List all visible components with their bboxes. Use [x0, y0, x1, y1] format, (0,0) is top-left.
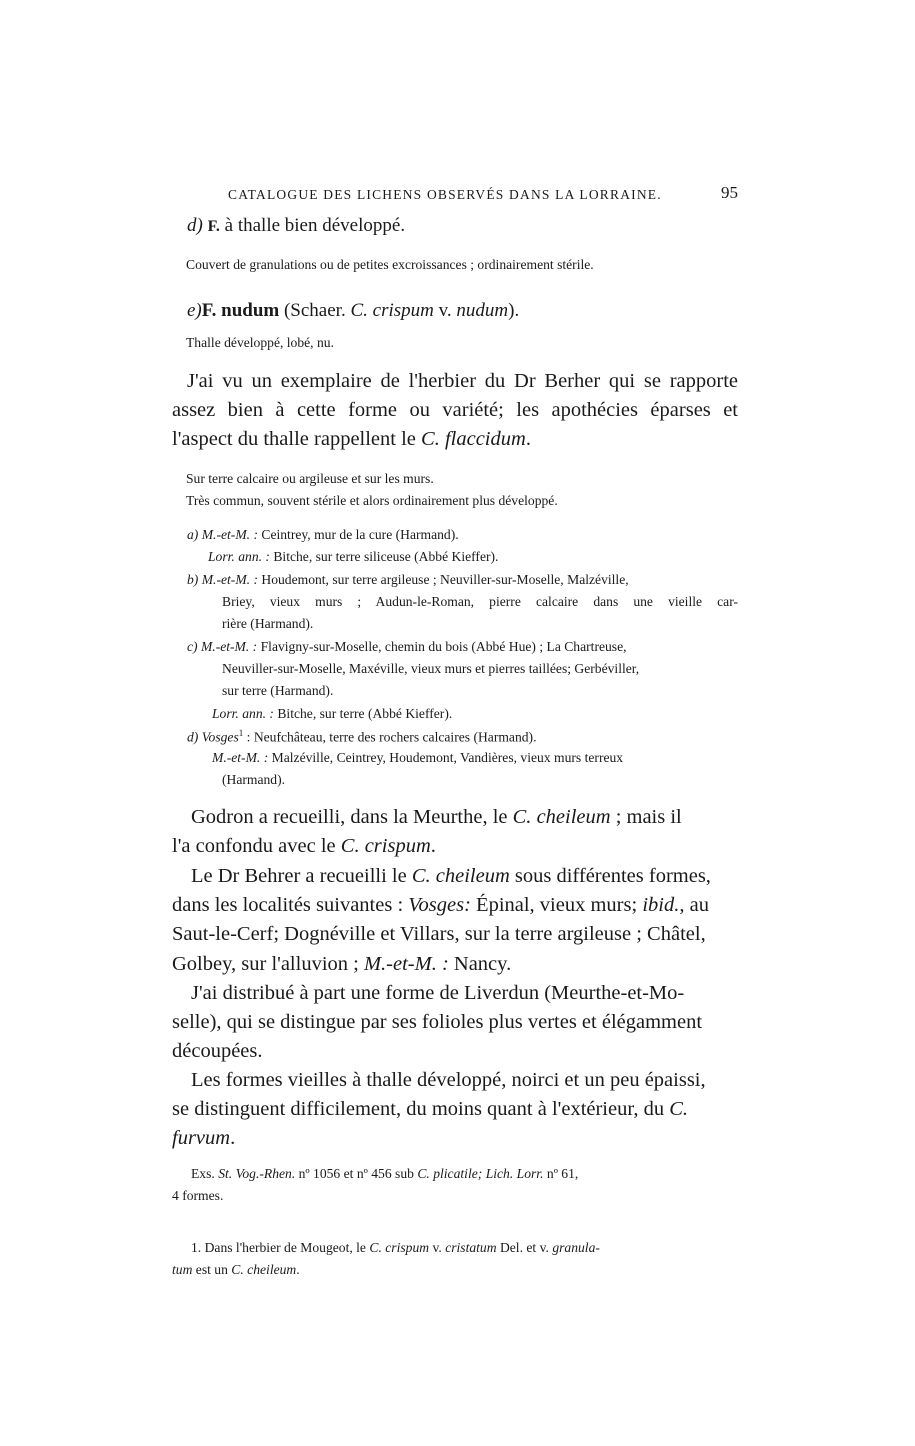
exsiccata-line2: 4 formes. [172, 1188, 224, 1203]
para5-l2-genus: C. [669, 1098, 689, 1120]
locality-d-text: : Neufchâteau, terre des rochers calcaires (Harmand). [243, 729, 537, 745]
locality-d-marker: d) [187, 729, 199, 745]
page-number: 95 [721, 183, 738, 202]
footnote-genus2: C. [231, 1262, 244, 1277]
para3-l1-pre: Le Dr Behrer a recueilli le [191, 865, 407, 887]
section-d-text: à thalle bien développé. [224, 215, 406, 236]
para3-l2-mid: Épinal, vieux murs; [476, 894, 638, 916]
para2-line1 [191, 806, 682, 829]
footnote-tum: tum [172, 1262, 193, 1277]
para4-line2: selle), qui se distingue par ses folioles plus vertes et élégamment [172, 1011, 703, 1033]
footnote-species: crispum [385, 1240, 430, 1255]
para3-line1 [191, 865, 711, 888]
locality-d-region: Vosges [201, 729, 239, 745]
para4-line1: J'ai distribué à part une forme de Liverdun (Meurthe-et-Mo- [191, 982, 685, 1004]
footnote-ref: 1 [238, 728, 244, 738]
para1-line3-text: l'aspect du thalle rappellent le [172, 428, 416, 450]
section-e-close: ). [508, 300, 520, 321]
section-e-marker: e) [187, 300, 202, 321]
locality-c-text3: sur terre (Harmand). [222, 683, 334, 698]
locality-d2-region: M.-et-M. : [212, 750, 269, 765]
para5-l3-species: furvum [172, 1127, 231, 1149]
exsiccata-collection: St. Vog.-Rhen. [218, 1166, 296, 1181]
exsiccata-mid: nº 1056 et nº 456 sub [298, 1166, 414, 1181]
para3-l2-region: Vosges: [408, 894, 471, 916]
exsiccata-pre: Exs. [191, 1166, 215, 1181]
locality-b-text1: Houdemont, sur terre argileuse ; Neuviller-sur-Moselle, Malzéville, [261, 572, 629, 587]
para2-l2-pre: l'a confondu avec le [172, 835, 336, 857]
header-title: CATALOGUE DES LICHENS OBSERVÉS DANS LA LORRAINE. [228, 187, 662, 202]
footnote-end: . [296, 1262, 300, 1277]
section-d-marker: d) [187, 215, 203, 236]
footnote-cristatum: cristatum [445, 1240, 497, 1255]
para1-line2: assez bien à cette forme ou variété; les apothécies éparses et [172, 399, 738, 421]
exsiccata-species: plicatile; [433, 1166, 483, 1181]
locality-b [187, 572, 629, 588]
para1-line3-species: flaccidum [444, 428, 526, 450]
para1-line3 [172, 428, 531, 451]
exsiccata-line1 [191, 1166, 578, 1182]
locality-c2-text: Bitche, sur terre (Abbé Kieffer). [277, 706, 453, 721]
para2-l2-genus: C. [340, 835, 360, 857]
locality-a-region: M.-et-M. : [201, 527, 258, 542]
footnote-line2 [172, 1262, 300, 1278]
habitat-line2: Très commun, souvent stérile et alors ordinairement plus développé. [186, 493, 558, 508]
para2-line2 [172, 835, 436, 858]
footnote-genus: C. [369, 1240, 382, 1255]
locality-b-text3: rière (Harmand). [222, 616, 314, 631]
locality-a-text: Ceintrey, mur de la cure (Harmand). [261, 527, 459, 542]
para5-l2-pre: se distinguent difficilement, du moins quant à l'extérieur, du [172, 1098, 665, 1120]
running-header [228, 183, 738, 207]
para3-l2-pre: dans les localités suivantes : [172, 894, 404, 916]
footnote-species2: cheileum [247, 1262, 297, 1277]
locality-a2-text: Bitche, sur terre siliceuse (Abbé Kieffer). [273, 549, 499, 564]
para2-l1-genus: C. [512, 806, 532, 828]
footnote-author: Del. et v. [499, 1240, 549, 1255]
exsiccata-lich: Lich. Lorr. [485, 1166, 544, 1181]
para3-line2 [172, 894, 709, 917]
locality-a-marker: a) [187, 527, 199, 542]
footnote-pre: 1. Dans l'herbier de Mougeot, le [191, 1240, 366, 1255]
section-d-heading [187, 215, 405, 237]
para5-l3-end: . [230, 1127, 236, 1149]
section-e-description: Thalle développé, lobé, nu. [186, 335, 334, 350]
para2-l1-species: cheileum [536, 806, 611, 828]
para1-line3-end: . [525, 428, 531, 450]
para3-line3: Saut-le-Cerf; Dognéville et Villars, sur la terre argileuse ; Châtel, [172, 923, 706, 945]
locality-c-text2 [222, 661, 639, 677]
para4-line3: découpées. [172, 1040, 263, 1062]
para3-l4-pre: Golbey, sur l'alluvion ; [172, 953, 359, 975]
para3-line4 [172, 953, 511, 976]
para3-l1-post: sous différentes formes, [514, 865, 711, 887]
para1-line1: J'ai vu un exemplaire de l'herbier du Dr Berher qui se rapporte [187, 370, 738, 392]
para3-l4-post: Nancy. [453, 953, 512, 975]
locality-d2-text1: Malzéville, Ceintrey, Houdemont, Vandières, vieux murs terreux [271, 750, 624, 765]
locality-c [187, 639, 627, 655]
locality-a2 [208, 549, 498, 565]
exsiccata-post: nº 61, [546, 1166, 579, 1181]
locality-c-text2a: Neuviller-sur-Moselle, Maxéville, vieux murs et pierres taillées; [222, 661, 572, 676]
locality-a2-region: Lorr. ann. : [208, 549, 270, 564]
section-e-varname: nudum [456, 300, 509, 321]
locality-c-text2b: Gerbéviller, [574, 661, 640, 676]
footnote-mid: est un [195, 1262, 228, 1277]
para2-l1-pre: Godron a recueilli, dans la Meurthe, le [191, 806, 508, 828]
locality-c-text1: Flavigny-sur-Moselle, chemin du bois (Abbé Hue) ; La Chartreuse, [260, 639, 627, 654]
para3-l2-ibid: ibid., [642, 894, 685, 916]
locality-c2-region: Lorr. ann. : [212, 706, 274, 721]
para3-l1-genus: C. [411, 865, 431, 887]
section-d-label: F. [207, 218, 220, 235]
locality-b-text2: Briey, vieux murs ; Audun-le-Roman, pierre calcaire dans une vieille car- [222, 594, 738, 609]
para3-l2-post: au [689, 894, 709, 916]
para2-l1-post: ; mais il [615, 806, 682, 828]
footnote-line1 [191, 1240, 600, 1256]
section-e-genus: C. [350, 300, 368, 321]
section-e-species: crispum [372, 300, 434, 321]
locality-c-region: M.-et-M. : [200, 639, 258, 654]
locality-b-marker: b) [187, 572, 199, 587]
locality-a [187, 527, 459, 543]
para1-line3-genus: C. [421, 428, 440, 450]
section-e-label: F. nudum [201, 300, 280, 321]
para2-l2-species: crispum [364, 835, 431, 857]
locality-d [187, 728, 537, 746]
footnote-granula: granula- [552, 1240, 600, 1255]
section-e-author: (Schaer. [283, 300, 346, 321]
footnote-v1: v. [432, 1240, 442, 1255]
locality-d2 [212, 750, 623, 766]
habitat-line1: Sur terre calcaire ou argileuse et sur les murs. [186, 471, 434, 486]
section-d-description: Couvert de granulations ou de petites excroissances ; ordinairement stérile. [186, 257, 594, 272]
locality-c-marker: c) [187, 639, 198, 654]
section-e-heading [187, 300, 519, 322]
para5-line2 [172, 1098, 688, 1121]
exsiccata-genus: C. [417, 1166, 430, 1181]
locality-d2-text2: (Harmand). [222, 772, 286, 787]
locality-c2 [212, 706, 452, 722]
para3-l1-species: cheileum [435, 865, 510, 887]
para5-line1: Les formes vieilles à thalle développé, noirci et un peu épaissi, [191, 1069, 706, 1091]
para2-l2-end: . [430, 835, 436, 857]
para5-line3 [172, 1127, 235, 1150]
section-e-var: v. [438, 300, 452, 321]
para3-l4-region: M.-et-M. : [363, 953, 449, 975]
locality-b-region: M.-et-M. : [201, 572, 258, 587]
